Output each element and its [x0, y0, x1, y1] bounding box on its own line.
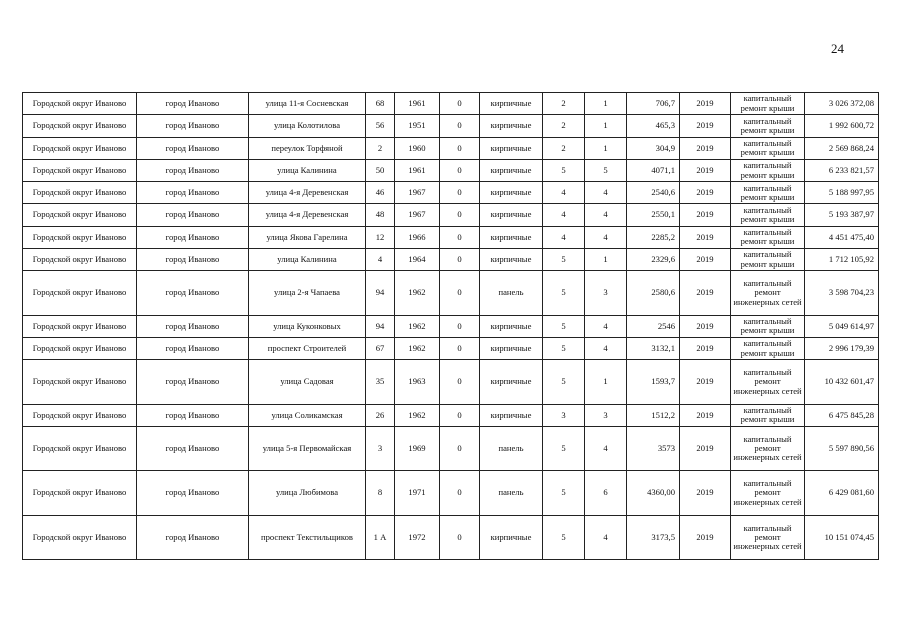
area-cell: 1512,2 [627, 404, 680, 426]
area-cell: 3173,5 [627, 515, 680, 559]
area-cell: 2550,1 [627, 204, 680, 226]
table-row [23, 115, 879, 137]
wall-material-cell: кирпичные [480, 226, 543, 248]
floors-cell: 5 [543, 159, 585, 181]
work-type-cell: капитальный ремонт крыши [731, 226, 805, 248]
floors-cell: 5 [543, 338, 585, 360]
floors-cell: 5 [543, 471, 585, 515]
work-type-cell: капитальный ремонт крыши [731, 93, 805, 115]
wall-material-cell: панель [480, 271, 543, 315]
house-number-cell: 94 [366, 315, 395, 337]
repair-year-cell: 2019 [680, 471, 731, 515]
floors-cell: 4 [543, 182, 585, 204]
street-cell: улица Колотилова [249, 115, 366, 137]
house-number-cell: 68 [366, 93, 395, 115]
table-row [23, 137, 879, 159]
entrances-cell: 1 [585, 93, 627, 115]
cost-cell: 10 151 074,45 [805, 515, 879, 559]
area-cell: 2285,2 [627, 226, 680, 248]
municipality-cell: Городской округ Иваново [23, 182, 137, 204]
house-number-cell: 8 [366, 471, 395, 515]
area-cell: 1593,7 [627, 360, 680, 404]
overhaul-year-cell: 0 [440, 338, 480, 360]
wall-material-cell: кирпичные [480, 159, 543, 181]
street-cell: улица Калинина [249, 249, 366, 271]
street-cell: улица Куконковых [249, 315, 366, 337]
table-row [23, 360, 879, 404]
table-row [23, 182, 879, 204]
house-number-cell: 35 [366, 360, 395, 404]
floors-cell: 5 [543, 249, 585, 271]
wall-material-cell: кирпичные [480, 515, 543, 559]
entrances-cell: 4 [585, 315, 627, 337]
municipality-cell: Городской округ Иваново [23, 226, 137, 248]
settlement-cell: город Иваново [137, 515, 249, 559]
area-cell: 4360,00 [627, 471, 680, 515]
street-cell: проспект Текстильщиков [249, 515, 366, 559]
area-cell: 3573 [627, 427, 680, 471]
street-cell: улица Садовая [249, 360, 366, 404]
year-built-cell: 1962 [395, 315, 440, 337]
year-built-cell: 1963 [395, 360, 440, 404]
overhaul-year-cell: 0 [440, 404, 480, 426]
street-cell: улица 4-я Деревенская [249, 204, 366, 226]
wall-material-cell: кирпичные [480, 93, 543, 115]
cost-cell: 6 429 081,60 [805, 471, 879, 515]
repair-year-cell: 2019 [680, 159, 731, 181]
wall-material-cell: панель [480, 427, 543, 471]
table-row [23, 315, 879, 337]
repair-year-cell: 2019 [680, 404, 731, 426]
cost-cell: 3 026 372,08 [805, 93, 879, 115]
year-built-cell: 1960 [395, 137, 440, 159]
cost-cell: 1 992 600,72 [805, 115, 879, 137]
cost-cell: 6 233 821,57 [805, 159, 879, 181]
table-row [23, 226, 879, 248]
table-row [23, 515, 879, 559]
wall-material-cell: кирпичные [480, 137, 543, 159]
repair-year-cell: 2019 [680, 271, 731, 315]
work-type-cell: капитальный ремонт крыши [731, 404, 805, 426]
entrances-cell: 4 [585, 226, 627, 248]
year-built-cell: 1966 [395, 226, 440, 248]
year-built-cell: 1962 [395, 271, 440, 315]
street-cell: улица Любимова [249, 471, 366, 515]
cost-cell: 2 996 179,39 [805, 338, 879, 360]
street-cell: улица 5-я Первомайская [249, 427, 366, 471]
work-type-cell: капитальный ремонт инженерных сетей [731, 360, 805, 404]
floors-cell: 2 [543, 93, 585, 115]
work-type-cell: капитальный ремонт крыши [731, 249, 805, 271]
cost-cell: 5 597 890,56 [805, 427, 879, 471]
settlement-cell: город Иваново [137, 427, 249, 471]
municipality-cell: Городской округ Иваново [23, 93, 137, 115]
settlement-cell: город Иваново [137, 315, 249, 337]
house-number-cell: 48 [366, 204, 395, 226]
work-type-cell: капитальный ремонт крыши [731, 137, 805, 159]
floors-cell: 2 [543, 115, 585, 137]
wall-material-cell: панель [480, 471, 543, 515]
cost-cell: 2 569 868,24 [805, 137, 879, 159]
cost-cell: 10 432 601,47 [805, 360, 879, 404]
repair-year-cell: 2019 [680, 93, 731, 115]
entrances-cell: 4 [585, 515, 627, 559]
settlement-cell: город Иваново [137, 137, 249, 159]
house-number-cell: 94 [366, 271, 395, 315]
house-number-cell: 3 [366, 427, 395, 471]
municipality-cell: Городской округ Иваново [23, 427, 137, 471]
house-number-cell: 67 [366, 338, 395, 360]
table-row [23, 471, 879, 515]
area-cell: 3132,1 [627, 338, 680, 360]
settlement-cell: город Иваново [137, 271, 249, 315]
overhaul-year-cell: 0 [440, 271, 480, 315]
work-type-cell: капитальный ремонт инженерных сетей [731, 271, 805, 315]
table-row [23, 159, 879, 181]
repair-year-cell: 2019 [680, 249, 731, 271]
wall-material-cell: кирпичные [480, 115, 543, 137]
settlement-cell: город Иваново [137, 182, 249, 204]
street-cell: улица Якова Гарелина [249, 226, 366, 248]
cost-cell: 3 598 704,23 [805, 271, 879, 315]
overhaul-year-cell: 0 [440, 249, 480, 271]
municipality-cell: Городской округ Иваново [23, 515, 137, 559]
area-cell: 2580,6 [627, 271, 680, 315]
house-number-cell: 50 [366, 159, 395, 181]
settlement-cell: город Иваново [137, 404, 249, 426]
area-cell: 4071,1 [627, 159, 680, 181]
entrances-cell: 1 [585, 137, 627, 159]
municipality-cell: Городской округ Иваново [23, 159, 137, 181]
year-built-cell: 1961 [395, 93, 440, 115]
repair-year-cell: 2019 [680, 182, 731, 204]
wall-material-cell: кирпичные [480, 360, 543, 404]
area-cell: 465,3 [627, 115, 680, 137]
entrances-cell: 4 [585, 204, 627, 226]
wall-material-cell: кирпичные [480, 338, 543, 360]
overhaul-year-cell: 0 [440, 315, 480, 337]
street-cell: переулок Торфяной [249, 137, 366, 159]
municipality-cell: Городской округ Иваново [23, 115, 137, 137]
table-row [23, 204, 879, 226]
work-type-cell: капитальный ремонт крыши [731, 204, 805, 226]
year-built-cell: 1967 [395, 204, 440, 226]
street-cell: улица 11-я Сосневская [249, 93, 366, 115]
municipality-cell: Городской округ Иваново [23, 137, 137, 159]
settlement-cell: город Иваново [137, 338, 249, 360]
table-row [23, 404, 879, 426]
overhaul-year-cell: 0 [440, 182, 480, 204]
house-number-cell: 4 [366, 249, 395, 271]
year-built-cell: 1971 [395, 471, 440, 515]
table-row [23, 271, 879, 315]
street-cell: проспект Строителей [249, 338, 366, 360]
year-built-cell: 1962 [395, 404, 440, 426]
cost-cell: 1 712 105,92 [805, 249, 879, 271]
year-built-cell: 1964 [395, 249, 440, 271]
municipality-cell: Городской округ Иваново [23, 404, 137, 426]
overhaul-year-cell: 0 [440, 159, 480, 181]
area-cell: 304,9 [627, 137, 680, 159]
table-row [23, 427, 879, 471]
floors-cell: 5 [543, 271, 585, 315]
entrances-cell: 3 [585, 404, 627, 426]
settlement-cell: город Иваново [137, 226, 249, 248]
overhaul-year-cell: 0 [440, 515, 480, 559]
floors-cell: 4 [543, 226, 585, 248]
street-cell: улица Соликамская [249, 404, 366, 426]
settlement-cell: город Иваново [137, 249, 249, 271]
table-row [23, 93, 879, 115]
area-cell: 706,7 [627, 93, 680, 115]
street-cell: улица 2-я Чапаева [249, 271, 366, 315]
year-built-cell: 1951 [395, 115, 440, 137]
repair-year-cell: 2019 [680, 427, 731, 471]
settlement-cell: город Иваново [137, 93, 249, 115]
floors-cell: 5 [543, 515, 585, 559]
repair-year-cell: 2019 [680, 226, 731, 248]
cost-cell: 4 451 475,40 [805, 226, 879, 248]
cost-cell: 5 049 614,97 [805, 315, 879, 337]
house-number-cell: 56 [366, 115, 395, 137]
floors-cell: 4 [543, 204, 585, 226]
floors-cell: 3 [543, 404, 585, 426]
overhaul-year-cell: 0 [440, 360, 480, 404]
entrances-cell: 6 [585, 471, 627, 515]
wall-material-cell: кирпичные [480, 182, 543, 204]
house-number-cell: 26 [366, 404, 395, 426]
settlement-cell: город Иваново [137, 471, 249, 515]
housing-repair-table [22, 92, 879, 560]
work-type-cell: капитальный ремонт крыши [731, 315, 805, 337]
entrances-cell: 4 [585, 338, 627, 360]
page-number: 24 [831, 41, 844, 56]
floors-cell: 5 [543, 360, 585, 404]
repair-year-cell: 2019 [680, 338, 731, 360]
entrances-cell: 1 [585, 249, 627, 271]
repair-year-cell: 2019 [680, 360, 731, 404]
house-number-cell: 1 А [366, 515, 395, 559]
house-number-cell: 46 [366, 182, 395, 204]
settlement-cell: город Иваново [137, 115, 249, 137]
street-cell: улица 4-я Деревенская [249, 182, 366, 204]
wall-material-cell: кирпичные [480, 204, 543, 226]
municipality-cell: Городской округ Иваново [23, 360, 137, 404]
year-built-cell: 1962 [395, 338, 440, 360]
work-type-cell: капитальный ремонт инженерных сетей [731, 427, 805, 471]
entrances-cell: 4 [585, 427, 627, 471]
repair-year-cell: 2019 [680, 115, 731, 137]
municipality-cell: Городской округ Иваново [23, 315, 137, 337]
municipality-cell: Городской округ Иваново [23, 338, 137, 360]
cost-cell: 6 475 845,28 [805, 404, 879, 426]
area-cell: 2546 [627, 315, 680, 337]
overhaul-year-cell: 0 [440, 137, 480, 159]
repair-year-cell: 2019 [680, 515, 731, 559]
repair-year-cell: 2019 [680, 204, 731, 226]
floors-cell: 2 [543, 137, 585, 159]
overhaul-year-cell: 0 [440, 93, 480, 115]
wall-material-cell: кирпичные [480, 249, 543, 271]
floors-cell: 5 [543, 315, 585, 337]
year-built-cell: 1972 [395, 515, 440, 559]
municipality-cell: Городской округ Иваново [23, 271, 137, 315]
work-type-cell: капитальный ремонт крыши [731, 159, 805, 181]
settlement-cell: город Иваново [137, 159, 249, 181]
area-cell: 2540,6 [627, 182, 680, 204]
year-built-cell: 1967 [395, 182, 440, 204]
work-type-cell: капитальный ремонт крыши [731, 115, 805, 137]
year-built-cell: 1969 [395, 427, 440, 471]
cost-cell: 5 188 997,95 [805, 182, 879, 204]
overhaul-year-cell: 0 [440, 226, 480, 248]
wall-material-cell: кирпичные [480, 404, 543, 426]
entrances-cell: 5 [585, 159, 627, 181]
table-row [23, 249, 879, 271]
entrances-cell: 1 [585, 115, 627, 137]
municipality-cell: Городской округ Иваново [23, 204, 137, 226]
municipality-cell: Городской округ Иваново [23, 471, 137, 515]
work-type-cell: капитальный ремонт инженерных сетей [731, 515, 805, 559]
overhaul-year-cell: 0 [440, 427, 480, 471]
repair-year-cell: 2019 [680, 315, 731, 337]
work-type-cell: капитальный ремонт крыши [731, 338, 805, 360]
house-number-cell: 12 [366, 226, 395, 248]
cost-cell: 5 193 387,97 [805, 204, 879, 226]
year-built-cell: 1961 [395, 159, 440, 181]
overhaul-year-cell: 0 [440, 471, 480, 515]
table-body [23, 93, 879, 560]
work-type-cell: капитальный ремонт крыши [731, 182, 805, 204]
wall-material-cell: кирпичные [480, 315, 543, 337]
settlement-cell: город Иваново [137, 360, 249, 404]
table-row [23, 338, 879, 360]
street-cell: улица Калинина [249, 159, 366, 181]
repair-year-cell: 2019 [680, 137, 731, 159]
house-number-cell: 2 [366, 137, 395, 159]
entrances-cell: 3 [585, 271, 627, 315]
municipality-cell: Городской округ Иваново [23, 249, 137, 271]
settlement-cell: город Иваново [137, 204, 249, 226]
overhaul-year-cell: 0 [440, 204, 480, 226]
overhaul-year-cell: 0 [440, 115, 480, 137]
work-type-cell: капитальный ремонт инженерных сетей [731, 471, 805, 515]
floors-cell: 5 [543, 427, 585, 471]
entrances-cell: 1 [585, 360, 627, 404]
area-cell: 2329,6 [627, 249, 680, 271]
entrances-cell: 4 [585, 182, 627, 204]
